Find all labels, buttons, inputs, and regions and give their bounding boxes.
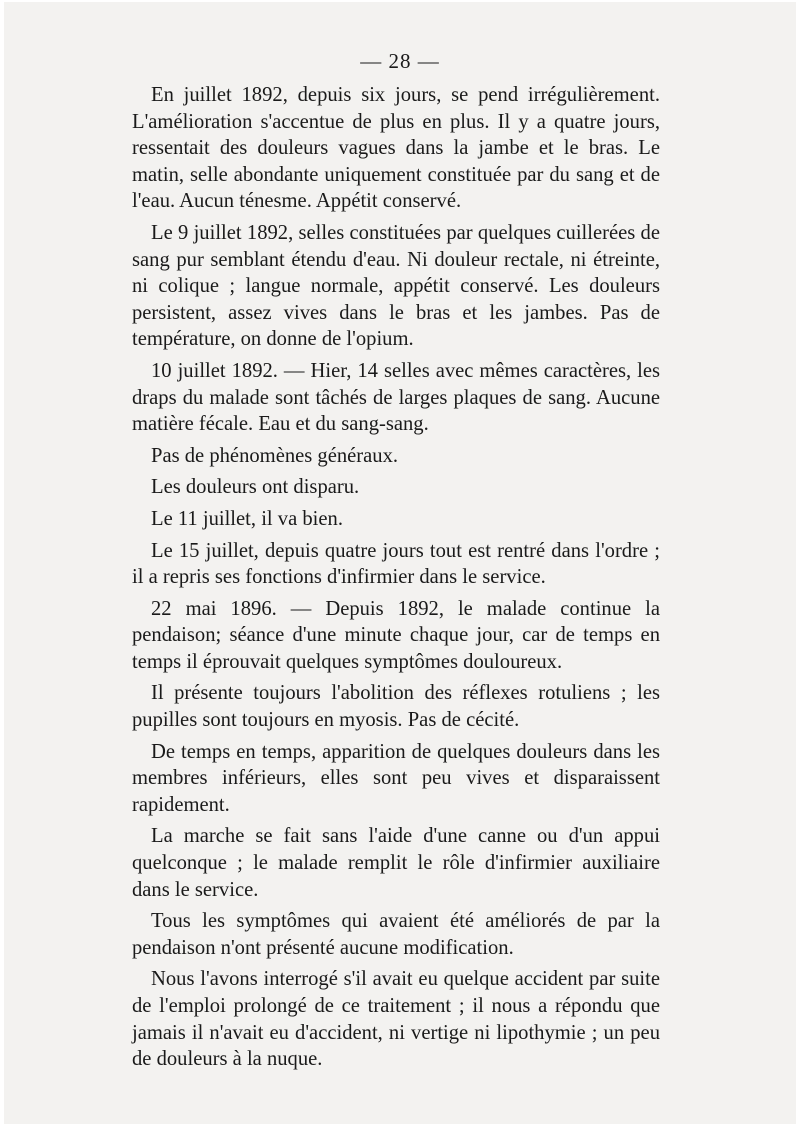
- paragraph: Les douleurs ont disparu.: [151, 476, 360, 499]
- paragraph: En juillet 1892, depuis six jours, se pend irrégulièrement. L'amélioration s'accentue de plus en plus. Il y a quatre jours, ressentait des douleurs vagues dans la jambe et le bras. Le matin, selle abondante uniquement constituée par du sang et de l'eau. Aucun ténesme. Appétit conservé.: [132, 84, 660, 213]
- paragraph: Tous les symptômes qui avaient été améliorés de par la pendaison n'ont présenté aucune modification.: [132, 910, 660, 959]
- paragraph: 10 juillet 1892. — Hier, 14 selles avec mêmes caractères, les draps du malade sont tâchés de larges plaques de sang. Aucune matière fécale. Eau et du sang-sang.: [132, 359, 660, 436]
- paragraph: Nous l'avons interrogé s'il avait eu quelque accident par suite de l'emploi prolongé de ce traitement ; il nous a répondu que jamais il n'avait eu d'accident, ni vertige ni lipothymie ; un peu de douleurs à la nuque.: [132, 968, 660, 1071]
- body-text: [132, 82, 660, 1078]
- paragraph: Pas de phénomènes généraux.: [151, 444, 399, 467]
- paragraph: Le 9 juillet 1892, selles constituées par quelques cuillerées de sang pur semblant étendu d'eau. Ni douleur rectale, ni étreinte, ni colique ; langue normale, appétit conservé. Les douleurs persistent, assez vives dans le bras et les jambes. Pas de température, on donne de l'opium.: [132, 221, 660, 351]
- page-number: — 28 —: [360, 49, 440, 73]
- paragraph: Il présente toujours l'abolition des réflexes rotuliens ; les pupilles sont toujours en myosis. Pas de cécité.: [132, 682, 660, 732]
- paragraph: De temps en temps, apparition de quelques douleurs dans les membres inférieurs, elles sont peu vives et disparaissent rapidement.: [132, 740, 660, 816]
- book-page: [4, 2, 796, 1124]
- paragraph: 22 mai 1896. — Depuis 1892, le malade continue la pendaison; séance d'une minute chaque jour, car de temps en temps il éprouvait quelques symptômes douloureux.: [132, 597, 660, 673]
- paragraph: Le 15 juillet, depuis quatre jours tout est rentré dans l'ordre ; il a repris ses fonctions d'infirmier dans le service.: [132, 539, 660, 589]
- paragraph: La marche se fait sans l'aide d'une canne ou d'un appui quelconque ; le malade remplit le rôle d'infirmier auxiliaire dans le service.: [132, 825, 660, 901]
- paragraph: Le 11 juillet, il va bien.: [151, 507, 343, 530]
